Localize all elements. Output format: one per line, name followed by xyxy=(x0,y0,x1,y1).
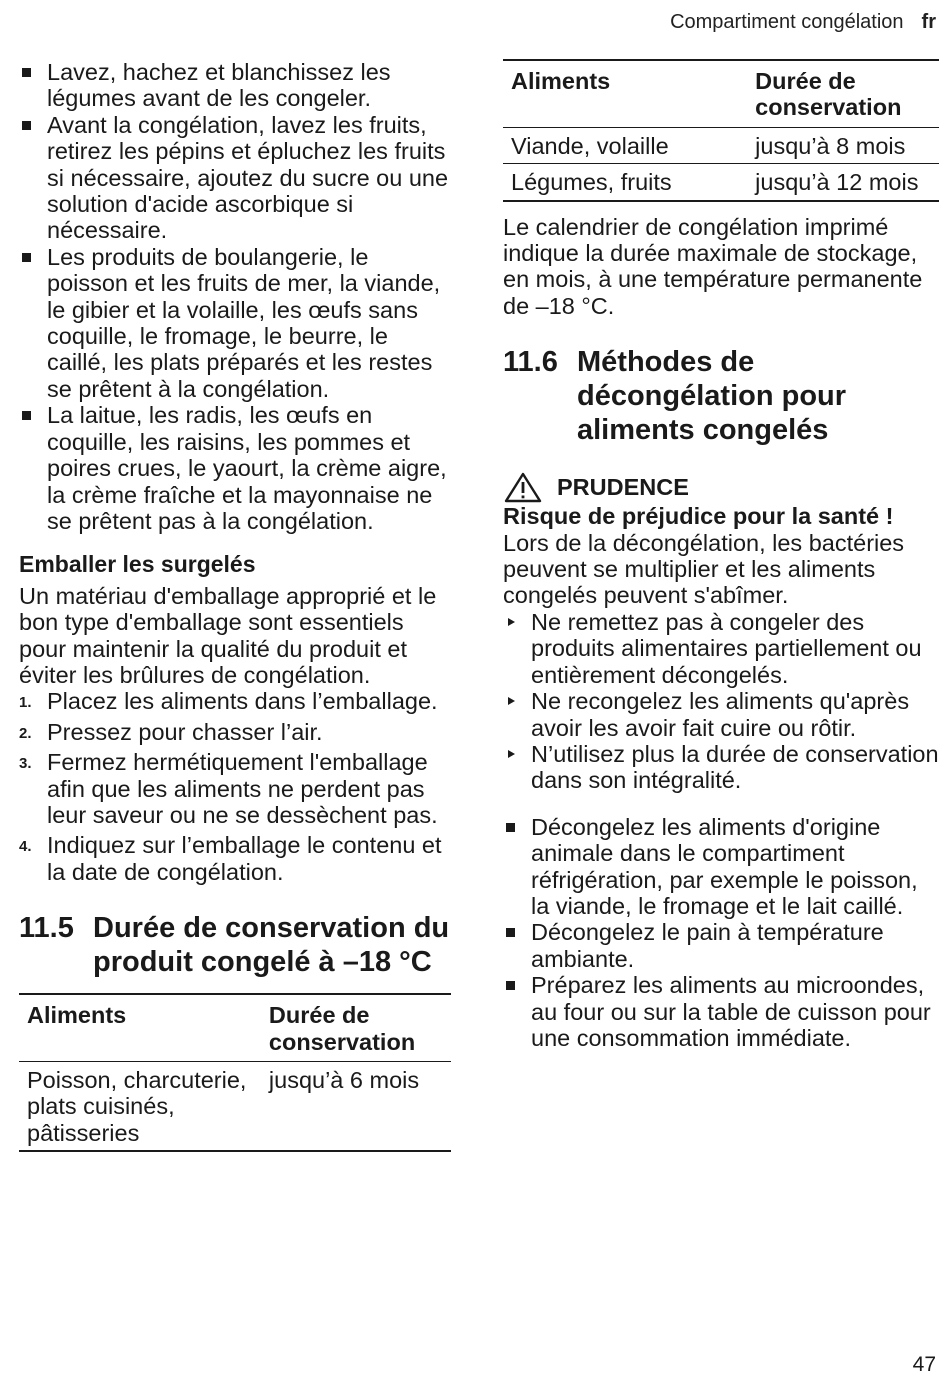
table-row xyxy=(503,164,939,201)
warning-triangle-icon xyxy=(503,471,543,503)
packaging-steps xyxy=(19,688,451,885)
packaging-intro: Un matériau d'emballage approprié et le bon type d'emballage sont essentiels pour maintenir la qualité du produit et éviter les brûlures de congélation. xyxy=(19,582,437,688)
list-item: Lavez, hachez et blanchissez les légumes avant de les congeler. xyxy=(19,59,451,112)
list-item: Décongelez les aliments d'origine animale dans le compartiment réfrigération, par exemple le poisson, la viande, le fromage et le lait caillé. xyxy=(503,814,939,920)
step-item xyxy=(19,832,451,885)
list-item: La laitue, les radis, les œufs en coquille, les raisins, les pommes et poires crues, le yaourt, la crème aigre, la crème fraîche et la mayonnaise ne se prêtent pas à la congélation. xyxy=(19,402,451,534)
table-row xyxy=(19,1062,451,1152)
section-number: 11.6 xyxy=(503,346,558,379)
cell-food: Viande, volaille xyxy=(503,127,747,163)
step-text: Fermez hermétiquement l'emballage afin que les aliments ne perdent pas leur saveur ou ne se dessèchent pas. xyxy=(47,749,438,828)
left-column xyxy=(19,59,451,1152)
list-item: N’utilisez plus la durée de conservation dans son intégralité. xyxy=(503,741,939,794)
step-number: 2. xyxy=(19,724,32,742)
step-text: Indiquez sur l’emballage le contenu et la date de congélation. xyxy=(47,832,442,885)
cell-duration: jusqu’à 8 mois xyxy=(747,127,939,163)
right-column xyxy=(503,59,939,1051)
column-header-duration: Durée de conservation xyxy=(261,994,451,1061)
header-section-title: Compartiment congélation xyxy=(670,11,904,33)
section-heading-11-6 xyxy=(503,345,939,447)
page-header xyxy=(670,9,936,35)
step-number: 1. xyxy=(19,694,32,712)
step-number: 3. xyxy=(19,755,32,773)
page-number: 47 xyxy=(912,1352,936,1376)
list-item: Avant la congélation, lavez les fruits, retirez les pépins et épluchez les fruits si nécessaire, ajoutez du sucre ou une solution d'acide ascorbique si nécessaire. xyxy=(19,112,451,244)
column-header-food: Aliments xyxy=(19,994,261,1061)
table-header-row xyxy=(19,994,451,1061)
caution-label: PRUDENCE xyxy=(557,474,689,501)
list-item: Préparez les aliments au microondes, au four ou sur la table de cuisson pour une consommation immédiate. xyxy=(503,972,939,1051)
caution-text: Lors de la décongélation, les bactéries peuvent se multiplier et les aliments congelés peuvent s'abîmer. xyxy=(503,529,905,609)
table-header-row xyxy=(503,60,939,127)
storage-duration-table-continued xyxy=(503,59,939,202)
section-number: 11.5 xyxy=(19,912,74,945)
step-number: 4. xyxy=(19,838,32,856)
list-item: Décongelez le pain à température ambiante. xyxy=(503,919,939,972)
calendar-note: Le calendrier de congélation imprimé indique la durée maximale de stockage, en mois, à une température permanente de –18 °C. xyxy=(503,213,923,319)
section-heading-11-5 xyxy=(19,911,451,979)
step-item xyxy=(19,749,451,828)
section-title: Méthodes de décongélation pour aliments congelés xyxy=(577,346,847,447)
header-language: fr xyxy=(921,11,936,33)
column-header-food: Aliments xyxy=(503,60,747,127)
cell-duration: jusqu’à 6 mois xyxy=(261,1062,451,1152)
cell-food: Poisson, charcuterie, plats cuisinés, pâtisseries xyxy=(19,1062,261,1152)
column-header-duration: Durée de conservation xyxy=(747,60,939,127)
list-item: Ne recongelez les aliments qu'après avoir les avoir fait cuire ou rôtir. xyxy=(503,688,939,741)
section-title: Durée de conservation du produit congelé à –18 °C xyxy=(93,912,450,979)
storage-duration-table xyxy=(19,993,451,1152)
freezing-tips-list xyxy=(19,59,451,534)
caution-risk: Risque de préjudice pour la santé ! xyxy=(503,503,894,530)
packaging-subheading: Emballer les surgelés xyxy=(19,551,256,578)
thawing-tips-list xyxy=(503,814,939,1052)
step-text: Pressez pour chasser l’air. xyxy=(47,718,323,745)
step-text: Placez les aliments dans l’emballage. xyxy=(47,688,438,715)
step-item xyxy=(19,719,451,745)
cell-duration: jusqu’à 12 mois xyxy=(747,164,939,201)
caution-heading xyxy=(503,471,939,503)
step-item xyxy=(19,688,451,714)
list-item: Ne remettez pas à congeler des produits alimentaires partiellement ou entièrement décongelés. xyxy=(503,609,939,688)
cell-food: Légumes, fruits xyxy=(503,164,747,201)
list-item: Les produits de boulangerie, le poisson et les fruits de mer, la viande, le gibier et la volaille, les œufs sans coquille, le fromage, le beurre, le caillé, les plats préparés et les restes se prêtent à la congélation. xyxy=(19,244,451,402)
caution-actions-list xyxy=(503,609,939,794)
table-row xyxy=(503,127,939,163)
